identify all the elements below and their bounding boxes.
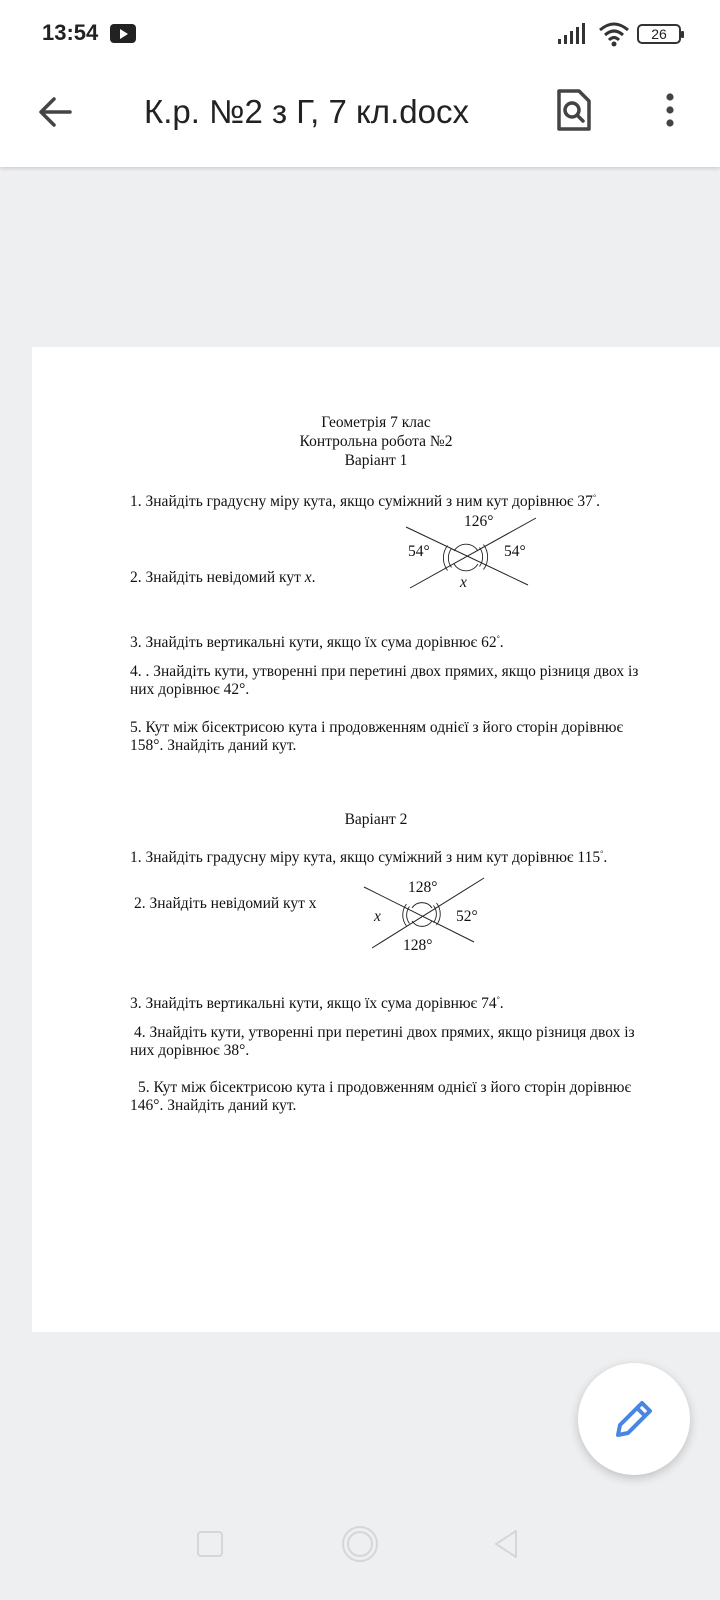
cellular-signal-icon: [558, 22, 588, 46]
v2-fig-label-bottom: 128°: [403, 937, 433, 954]
doc-subject: Геометрія 7 клас: [321, 414, 431, 431]
v2-question-4-line-1: 4. Знайдіть кути, утворенні при перетині двох прямих, якщо різниця двох із: [134, 1024, 635, 1041]
system-navigation-bar: [0, 1508, 720, 1600]
v1-fig-label-bottom: x: [460, 574, 467, 591]
back-nav-icon[interactable]: [492, 1528, 520, 1560]
v1-question-1: 1. Знайдіть градусну міру кута, якщо суміжний з ним кут дорівнює 37°.: [130, 493, 601, 511]
status-bar: [0, 0, 720, 70]
arrow-left-icon[interactable]: [36, 92, 76, 132]
v1-question-5-line-1: 5. Кут між бісектрисою кута і продовженням однієї з його сторін дорівнює: [130, 719, 624, 736]
v2-question-5-line-1: 5. Кут між бісектрисою кута і продовженням однієї з його сторін дорівнює: [138, 1079, 632, 1096]
v1-fig-label-left: 54°: [408, 543, 430, 560]
v2-fig-label-right: 52°: [456, 908, 478, 925]
wifi-icon: [598, 22, 630, 48]
v1-question-4-line-1: 4. . Знайдіть кути, утворенні при перетині двох прямих, якщо різниця двох із: [130, 663, 639, 680]
v2-fig-label-left: x: [374, 908, 381, 925]
more-vert-icon[interactable]: [664, 92, 676, 128]
v2-question-5-line-2: 146°. Знайдіть даний кут.: [130, 1097, 297, 1114]
v1-question-2: 2. Знайдіть невідомий кут x.: [130, 569, 316, 586]
v1-fig-label-right: 54°: [504, 543, 526, 560]
battery-icon: 26: [637, 24, 681, 44]
document-page[interactable]: [32, 347, 720, 1332]
variant-1-heading: Варіант 1: [344, 452, 408, 469]
v2-question-4-line-2: них дорівнює 38°.: [130, 1042, 250, 1059]
document-title: К.р. №2 з Г, 7 кл.docx: [144, 93, 469, 130]
youtube-notification-icon: [110, 24, 136, 43]
v1-question-4-line-2: них дорівнює 42°.: [130, 681, 250, 698]
home-icon[interactable]: [340, 1524, 380, 1564]
v1-fig-label-top: 126°: [464, 513, 494, 530]
recent-apps-icon[interactable]: [196, 1530, 224, 1558]
v2-fig-label-top: 128°: [408, 879, 438, 896]
status-time: 13:54: [42, 20, 99, 45]
variant-2-heading: Варіант 2: [344, 811, 408, 828]
pencil-icon: [610, 1395, 658, 1443]
v2-question-2: 2. Знайдіть невідомий кут х: [134, 895, 317, 912]
doc-work-title: Контрольна робота №2: [299, 433, 453, 450]
app-bar: [0, 70, 720, 167]
v2-question-1: 1. Знайдіть градусну міру кута, якщо суміжний з ним кут дорівнює 115°.: [130, 849, 608, 867]
v2-question-3: 3. Знайдіть вертикальні кути, якщо їх сума дорівнює 74°.: [130, 995, 504, 1013]
v1-question-3: 3. Знайдіть вертикальні кути, якщо їх сума дорівнює 62°.: [130, 634, 504, 652]
v1-question-5-line-2: 158°. Знайдіть даний кут.: [130, 737, 297, 754]
edit-fab-button[interactable]: [578, 1363, 690, 1475]
find-in-page-icon[interactable]: [556, 88, 592, 132]
